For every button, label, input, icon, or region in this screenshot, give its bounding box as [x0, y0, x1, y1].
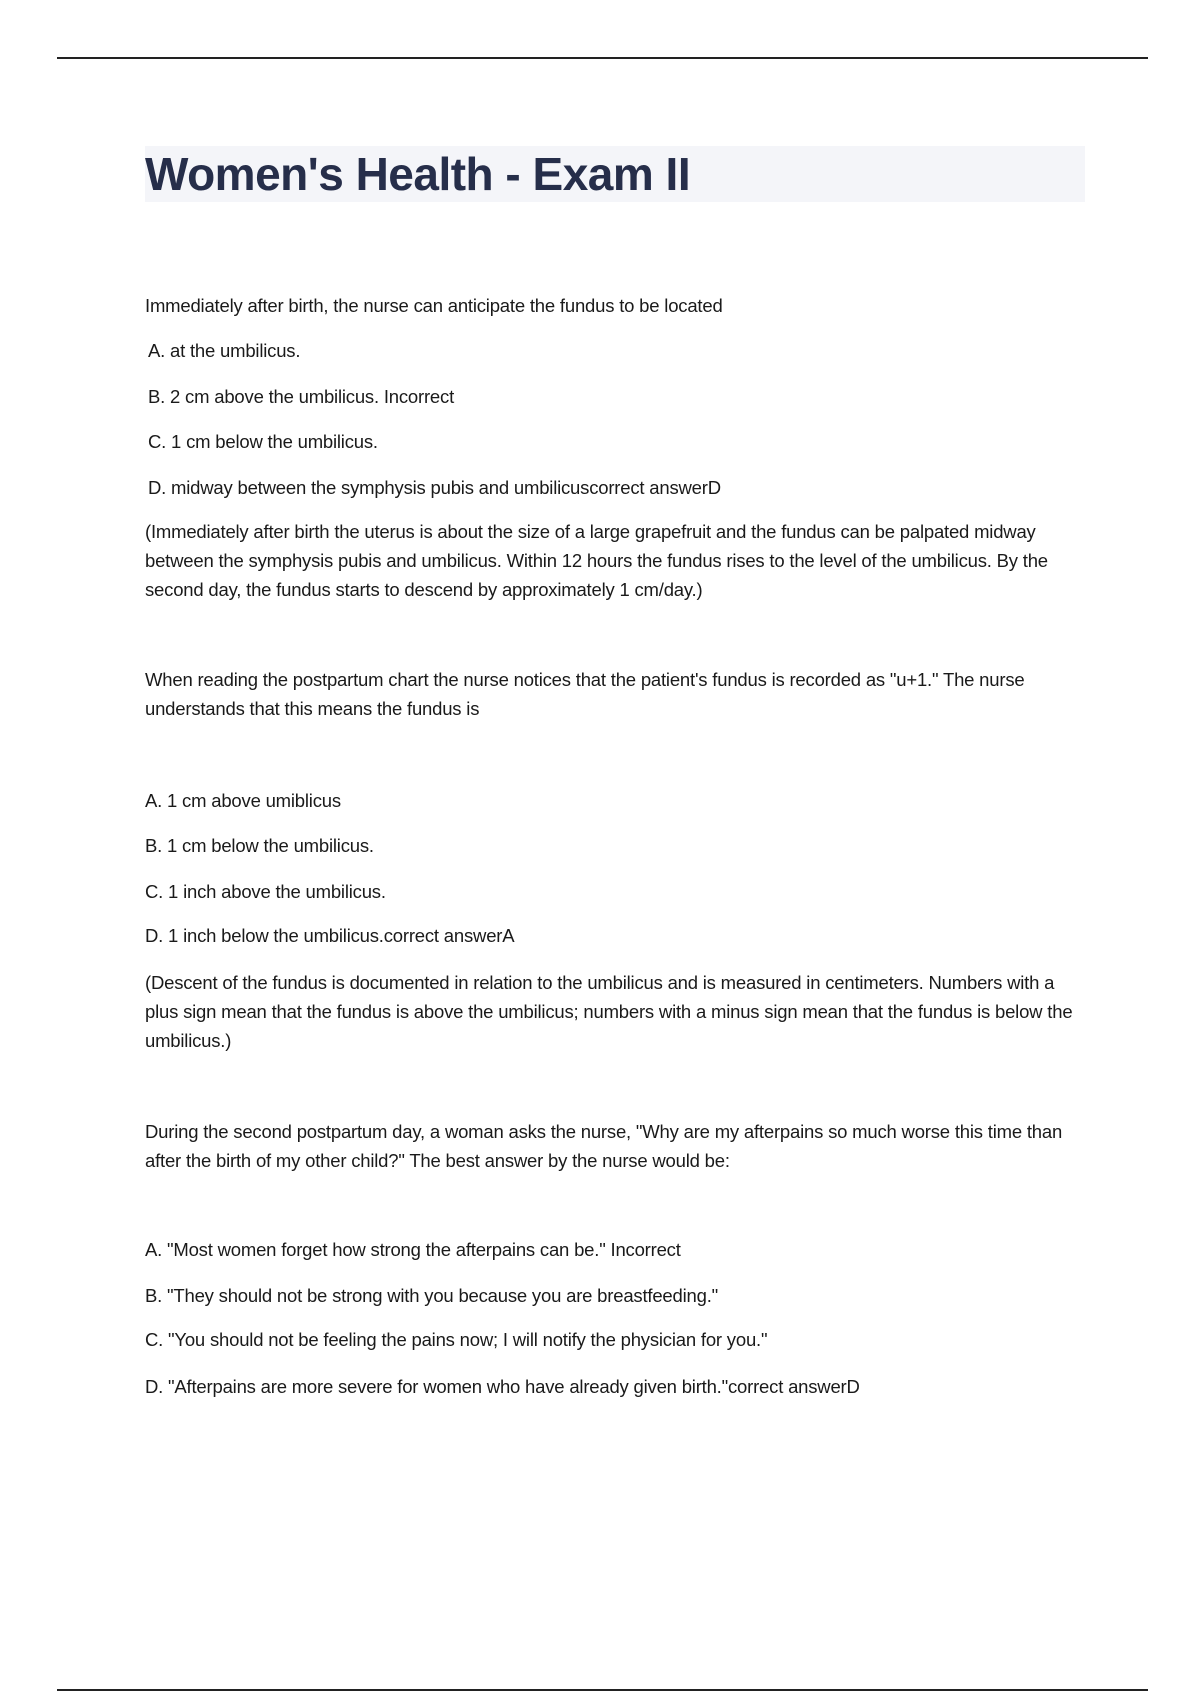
- page-title: Women's Health - Exam II: [145, 148, 691, 200]
- q2-explanation: (Descent of the fundus is documented in relation to the umbilicus and is measured in centimeters. Numbers with a plus sign mean that the fundus is above the umbilicus; numbers with a minus sign mean that the fundus is below the umbilicus.): [145, 972, 1073, 1051]
- question-3: During the second postpartum day, a woman asks the nurse, "Why are my afterpains so much worse this time than after the birth of my other child?" The best answer by the nurse would be:: [145, 1121, 1063, 1171]
- question-1: Immediately after birth, the nurse can anticipate the fundus to be located: [145, 295, 723, 316]
- q3-option-a: A. "Most women forget how strong the afterpains can be." Incorrect: [145, 1239, 681, 1260]
- q1-explanation: (Immediately after birth the uterus is about the size of a large grapefruit and the fundus can be palpated midway between the symphysis pubis and umbilicus. Within 12 hours the fundus rises to the level of the umbilicus. By the second day, the fundus starts to descend by approximately 1 cm/day.): [145, 521, 1048, 600]
- q3-option-d: D. "Afterpains are more severe for women who have already given birth."correct answerD: [145, 1376, 860, 1397]
- q3-option-c: C. "You should not be feeling the pains now; I will notify the physician for you.": [145, 1329, 768, 1350]
- q1-option-a: A. at the umbilicus.: [148, 340, 301, 361]
- bottom-rule: [57, 1689, 1148, 1691]
- question-2: When reading the postpartum chart the nurse notices that the patient's fundus is recorded as "u+1." The nurse understands that this means the fundus is: [145, 669, 1025, 719]
- q2-option-c: C. 1 inch above the umbilicus.: [145, 881, 386, 902]
- q2-option-b: B. 1 cm below the umbilicus.: [145, 835, 374, 856]
- q1-option-c: C. 1 cm below the umbilicus.: [148, 431, 378, 452]
- q1-option-b: B. 2 cm above the umbilicus. Incorrect: [148, 386, 455, 407]
- q2-option-a: A. 1 cm above umiblicus: [145, 790, 341, 811]
- top-rule: [57, 57, 1148, 59]
- q3-option-b: B. "They should not be strong with you because you are breastfeeding.": [145, 1285, 718, 1306]
- q1-option-d: D. midway between the symphysis pubis and umbilicuscorrect answerD: [148, 477, 721, 498]
- q2-option-d: D. 1 inch below the umbilicus.correct answerA: [145, 925, 515, 946]
